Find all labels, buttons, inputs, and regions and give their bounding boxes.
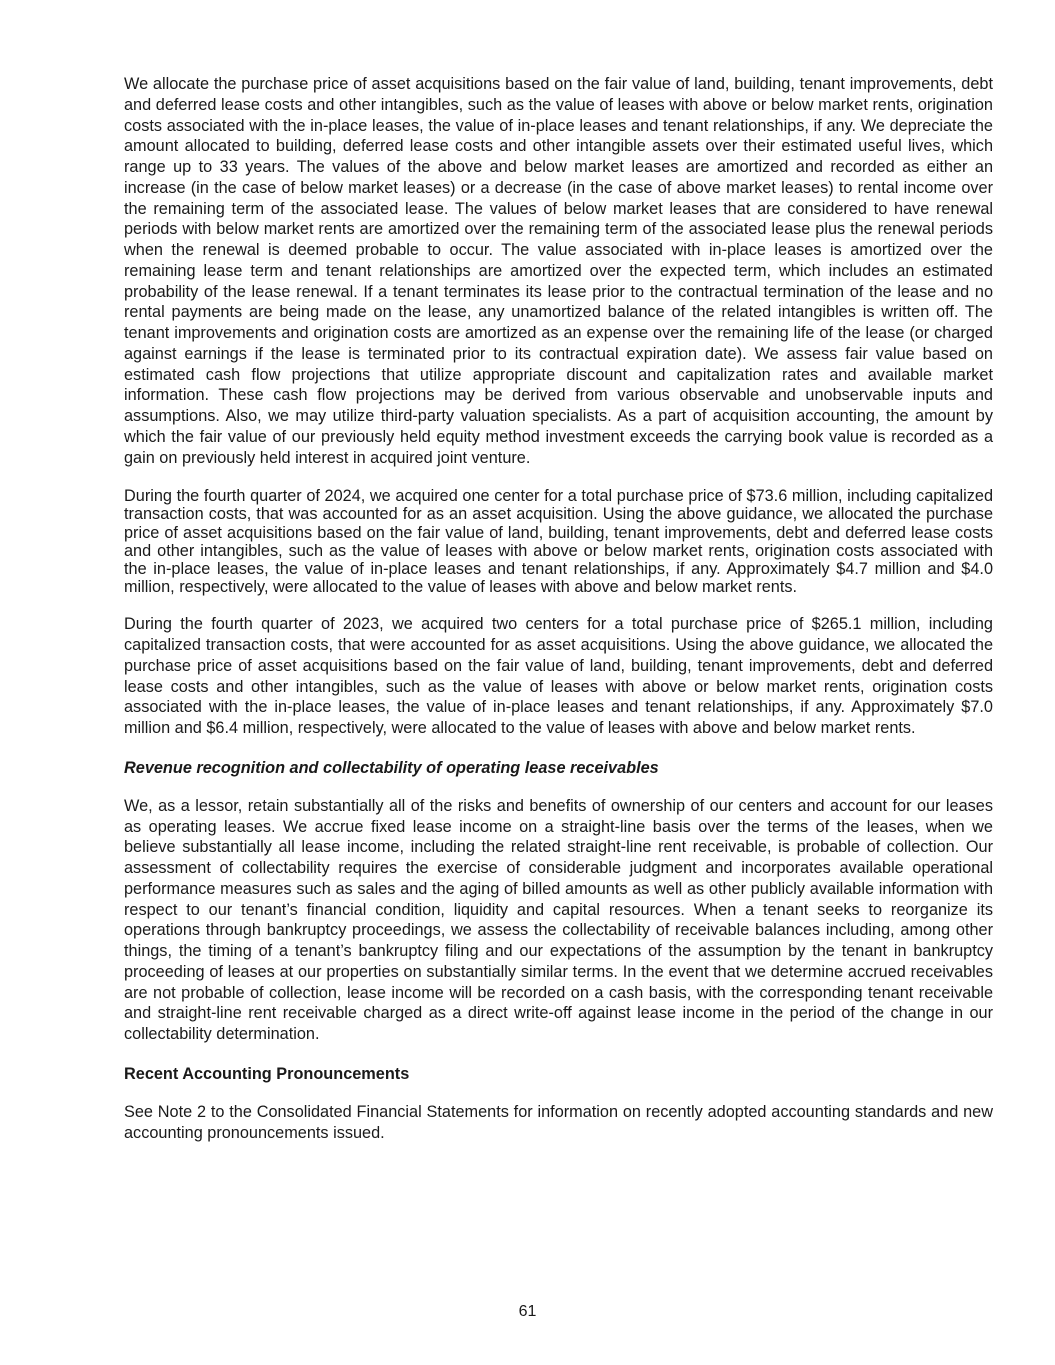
q4-2023-acquisition-paragraph: During the fourth quarter of 2023, we acquired two centers for a total purchase price of $265.1 million, including capitalized transaction costs, that were accounted for as asset acquisitions. Using the above guidance, we allocated the purchase price of asset acquisitions based on the fair value of land, building, tenant improvements, debt and deferred lease costs and other intangibles, such as the value of leases with above or below market rents, origination costs associated with the in-place leases, the value of in-place leases and tenant relationships, if any. Approximately $7.0 million and $6.4 million, respectively, were allocated to the value of leases with above and below market rents.: [124, 615, 993, 738]
document-page: [124, 74, 993, 1143]
page-number: 61: [518, 1303, 537, 1320]
revenue-recognition-heading: Revenue recognition and collectability of operating lease receivables: [124, 758, 659, 777]
recent-pronouncements-paragraph: See Note 2 to the Consolidated Financial Statements for information on recently adopted accounting standards and new accounting pronouncements issued.: [124, 1102, 993, 1142]
revenue-recognition-paragraph: We, as a lessor, retain substantially all of the risks and benefits of ownership of our centers and account for our leases as operating leases. We accrue fixed lease income on a straight-line basis over the terms of the leases, when we believe substantially all lease income, including the related straight-line rent receivable, is probable of collection. Our assessment of collectability requires the exercise of considerable judgment and incorporates available operational performance measures such as sales and the aging of billed amounts as well as other publicly available information with respect to our tenant’s financial condition, liquidity and capital resources. When a tenant seeks to reorganize its operations through bankruptcy proceedings, we assess the collectability of receivable balances including, among other things, the timing of a tenant’s bankruptcy filing and our expectations of the assumption by the tenant in bankruptcy proceeding of leases at our properties on substantially similar terms. In the event that we determine accrued receivables are not probable of collection, lease income will be recorded on a cash basis, with the corresponding tenant receivable and straight-line rent receivable charged as a direct write-off against lease income in the period of the change in our collectability determination.: [124, 796, 993, 1044]
q4-2024-acquisition-paragraph: During the fourth quarter of 2024, we acquired one center for a total purchase price of $73.6 million, including capitalized transaction costs, that was accounted for as an asset acquisition. Using the above guidance, we allocated the purchase price of asset acquisitions based on the fair value of land, building, tenant improvements, debt and deferred lease costs and other intangibles, such as the value of leases with above or below market rents, origination costs associated with the in-place leases, the value of in-place leases and tenant relationships, if any. Approximately $4.7 million and $4.0 million, respectively, were allocated to the value of leases with above and below market rents.: [124, 487, 993, 597]
recent-pronouncements-heading: Recent Accounting Pronouncements: [124, 1064, 410, 1083]
purchase-price-allocation-paragraph: We allocate the purchase price of asset acquisitions based on the fair value of land, building, tenant improvements, debt and deferred lease costs and other intangibles, such as the value of leases with above or below market rents, origination costs associated with the in-place leases, the value of in-place leases and tenant relationships, if any. We depreciate the amount allocated to building, deferred lease costs and other intangible assets over their estimated useful lives, which range up to 33 years. The values of the above and below market leases are amortized and recorded as either an increase (in the case of below market leases) or a decrease (in the case of above market leases) to rental income over the remaining term of the associated lease. The values of below market leases that are considered to have renewal periods with below market rents are amortized over the remaining term of the associated lease plus the renewal periods when the renewal is deemed probable to occur. The value associated with in-place leases is amortized over the remaining lease term and tenant relationships are amortized over the expected term, which includes an estimated probability of the lease renewal. If a tenant terminates its lease prior to the contractual termination of the lease and no rental payments are being made on the lease, any unamortized balance of the related intangibles is written off. The tenant improvements and origination costs are amortized as an expense over the remaining life of the lease (or charged against earnings if the lease is terminated prior to its contractual expiration date). We assess fair value based on estimated cash flow projections that utilize appropriate discount and capitalization rates and available market information. These cash flow projections may be derived from various observable and unobservable inputs and assumptions. Also, we may utilize third-party valuation specialists. As a part of acquisition accounting, the amount by which the fair value of our previously held equity method investment exceeds the carrying book value is recorded as a gain on previously held interest in acquired joint venture.: [124, 75, 993, 467]
